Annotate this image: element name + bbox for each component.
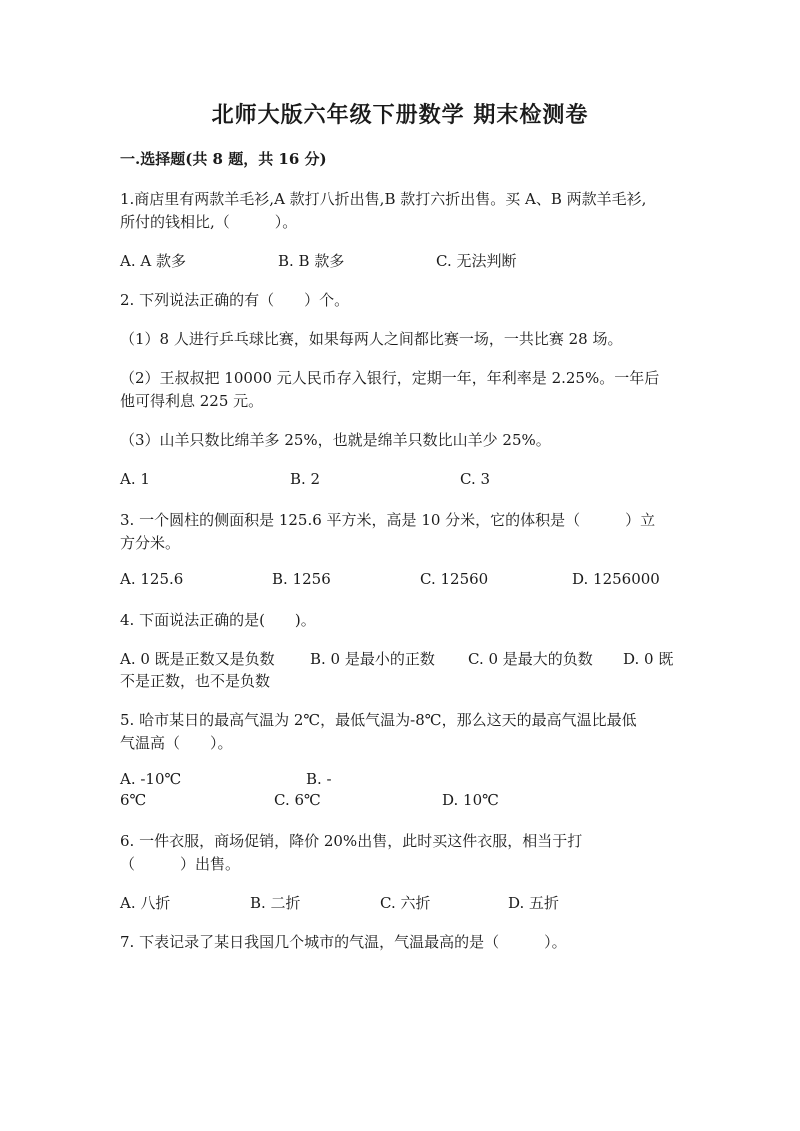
q1-option-a: A. A 款多: [120, 252, 186, 270]
q4-option-c: C. 0 是最大的负数: [468, 650, 593, 668]
q6-stem-line2: （ ）出售。: [120, 855, 241, 873]
q2-option-c: C. 3: [460, 470, 491, 488]
q2-option-b: B. 2: [290, 470, 321, 488]
q4-option-d: D. 0 既: [623, 650, 674, 668]
q6-option-d: D. 五折: [508, 894, 560, 912]
q2-statement-2-line1: （2）王叔叔把 10000 元人民币存入银行，定期一年，年利率是 2.25%。一年后: [120, 369, 660, 387]
q4-stem: 4. 下面说法正确的是( )。: [120, 611, 316, 629]
q3-option-d: D. 1256000: [572, 570, 660, 588]
q6-option-b: B. 二折: [250, 894, 301, 912]
q1-option-b: B. B 款多: [278, 252, 345, 270]
section-heading: 一.选择题(共 8 题，共 16 分): [120, 150, 327, 168]
q1-option-c: C. 无法判断: [436, 252, 517, 270]
q3-option-b: B. 1256: [272, 570, 331, 588]
q6-stem-line1: 6. 一件衣服，商场促销，降价 20%出售，此时买这件衣服，相当于打: [120, 832, 583, 850]
q6-option-c: C. 六折: [380, 894, 431, 912]
q5-option-d: D. 10℃: [442, 791, 499, 809]
q7-stem: 7. 下表记录了某日我国几个城市的气温，气温最高的是（ ）。: [120, 933, 567, 951]
q3-option-c: C. 12560: [420, 570, 489, 588]
q2-stem: 2. 下列说法正确的有（ ）个。: [120, 291, 350, 309]
q4-option-b: B. 0 是最小的正数: [310, 650, 435, 668]
q4-option-d-continuation: 不是正数，也不是负数: [120, 672, 271, 690]
q2-statement-1: （1）8 人进行乒乓球比赛，如果每两人之间都比赛一场，一共比赛 28 场。: [120, 330, 623, 348]
q4-option-a: A. 0 既是正数又是负数: [120, 650, 275, 668]
q6-option-a: A. 八折: [120, 894, 171, 912]
q5-option-a: A. -10℃: [120, 770, 182, 788]
q3-option-a: A. 125.6: [120, 570, 184, 588]
q5-stem-line2: 气温高（ ）。: [120, 734, 233, 752]
q5-option-c: C. 6℃: [274, 791, 321, 809]
q5-option-b: B. -: [306, 770, 332, 788]
q5-option-b-continuation: 6℃: [120, 791, 147, 809]
q5-stem-line1: 5. 哈市某日的最高气温为 2℃，最低气温为-8℃，那么这天的最高气温比最低: [120, 711, 637, 729]
q2-option-a: A. 1: [120, 470, 150, 488]
q1-stem-line2: 所付的钱相比,（ ）。: [120, 213, 298, 231]
q1-stem-line1: 1.商店里有两款羊毛衫,A 款打八折出售,B 款打六折出售。买 A、B 两款羊毛衫,: [120, 190, 647, 208]
q2-statement-3: （3）山羊只数比绵羊多 25%，也就是绵羊只数比山羊少 25%。: [120, 431, 551, 449]
q3-stem-line2: 方分米。: [120, 534, 181, 552]
q3-stem-line1: 3. 一个圆柱的侧面积是 125.6 平方米，高是 10 分米，它的体积是（ ）立: [120, 511, 656, 529]
q2-statement-2-line2: 他可得利息 225 元。: [120, 392, 264, 410]
page-title: 北师大版六年级下册数学 期末检测卷: [211, 102, 589, 128]
